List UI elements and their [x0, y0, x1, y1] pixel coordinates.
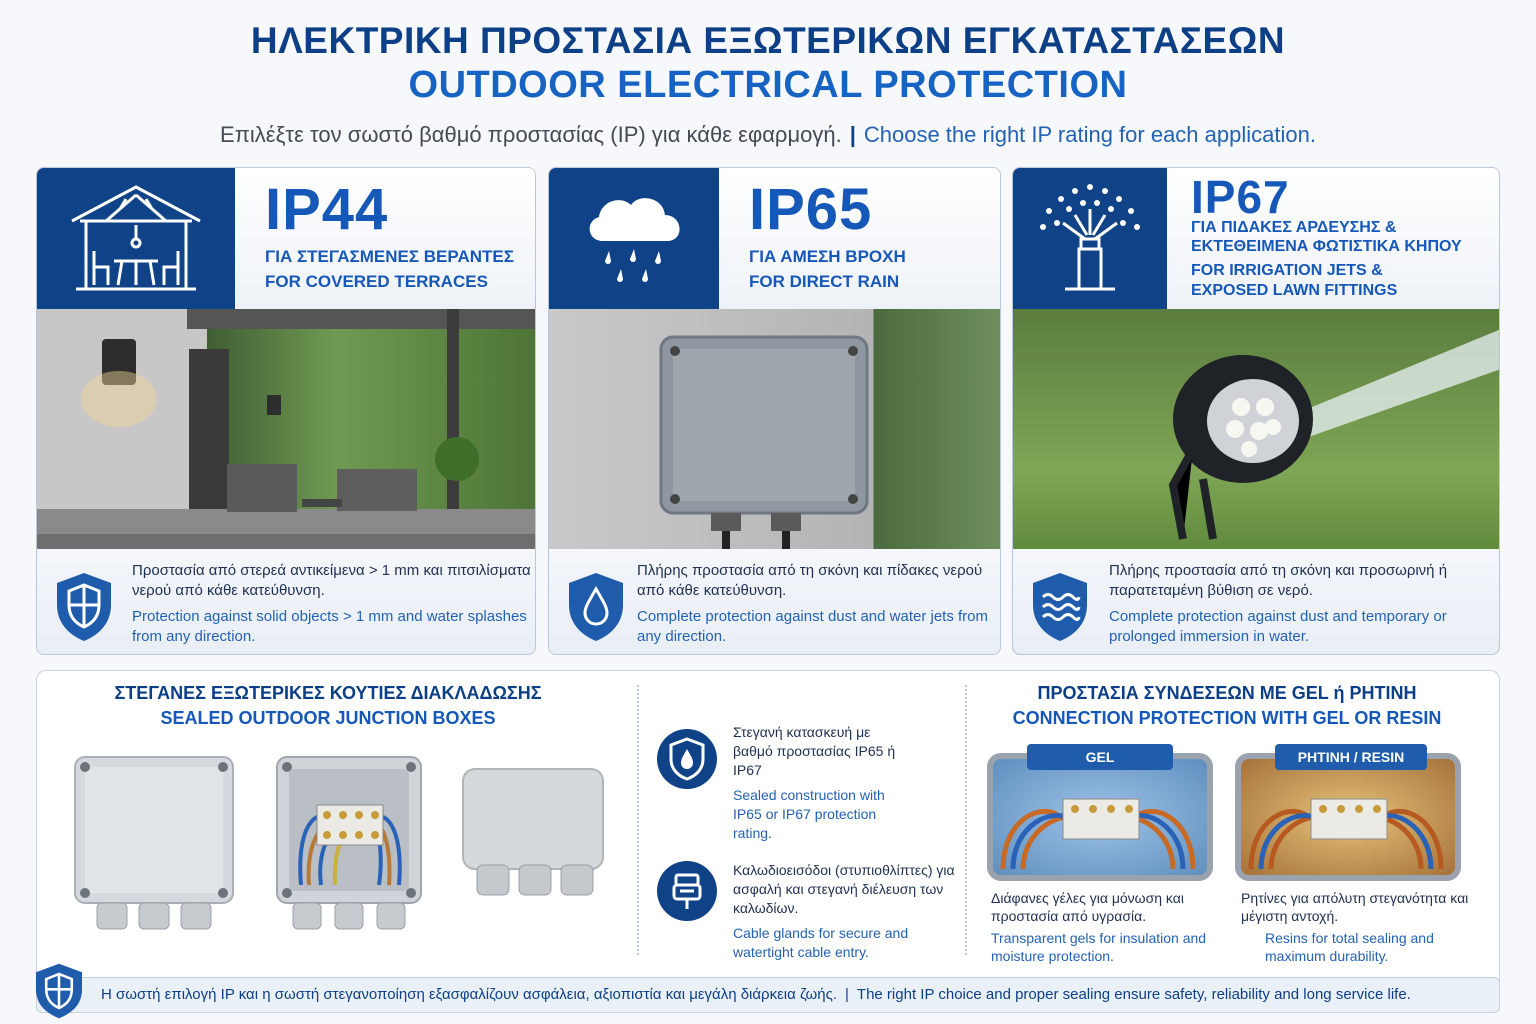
card-header	[1167, 168, 1499, 309]
page-title-greek: ΗΛΕΚΤΡΙΚΗ ΠΡΟΣΤΑΣΙΑ ΕΞΩΤΕΡΙΚΩΝ ΕΓΚΑΤΑΣΤΑΣΕΩΝ	[250, 20, 1286, 61]
resin-caption-english: Resins for total sealing and maximum durability.	[1265, 930, 1434, 964]
ip-rating: IP65	[749, 177, 873, 242]
heading-english: FOR IRRIGATION JETS & EXPOSED LAWN FITTINGS	[1191, 262, 1398, 299]
heading-greek: ΓΙΑ ΠΙΔΑΚΕΣ ΑΡΔΕΥΣΗΣ & ΕΚΤΕΘΕΙΜΕΝΑ ΦΩΤΙΣΤΙΚΑ ΚΗΠΟΥ	[1191, 219, 1462, 255]
resin-caption	[1241, 889, 1481, 965]
feature-sealed-construction	[733, 723, 903, 843]
feature-text-english: Sealed construction with IP65 or IP67 protection rating.	[733, 787, 885, 841]
card-ip44	[36, 167, 536, 655]
connection-heading	[977, 681, 1477, 731]
sealed-junction-box-image	[457, 765, 609, 910]
bottom-panel	[36, 670, 1500, 1010]
card-description	[37, 549, 535, 654]
water-waves-shield-icon	[1031, 571, 1089, 648]
closed-junction-box-image	[73, 755, 237, 940]
page-title-english: OUTDOOR ELECTRICAL PROTECTION	[408, 64, 1128, 106]
ip-rating: IP67	[1191, 171, 1290, 223]
subtitle-english: Choose the right IP rating for each application.	[863, 122, 1316, 147]
heading-english: FOR DIRECT RAIN	[749, 272, 900, 291]
description-text	[637, 561, 997, 647]
feature-text-greek: Καλωδιοεισόδοι (στυπιοθλίπτες) για ασφαλή και στεγανή διέλευση των καλωδίων.	[733, 862, 955, 916]
divider	[965, 685, 967, 955]
resin-box-image	[1235, 753, 1461, 881]
divider	[637, 685, 639, 955]
rain-cloud-icon	[549, 168, 719, 309]
open-junction-box-image	[275, 755, 425, 940]
footer-text-english: The right IP choice and proper sealing ensure safety, reliability and long service life.	[856, 986, 1411, 1003]
junction-heading-english: SEALED OUTDOOR JUNCTION BOXES	[160, 708, 496, 728]
feature-text-greek: Στεγανή κατασκευή με βαθμό προστασίας IP65 ή IP67	[733, 724, 896, 778]
shield-icon	[55, 571, 113, 648]
feature-text-english: Cable glands for secure and watertight cable entry.	[733, 925, 909, 960]
gel-box-image	[987, 753, 1213, 881]
gel-caption-english: Transparent gels for insulation and moisture protection.	[991, 930, 1207, 964]
card-ip67	[1012, 167, 1500, 655]
description-english: Complete protection against dust and temporary or prolonged immersion in water.	[1109, 608, 1447, 645]
card-description	[1013, 549, 1499, 654]
description-text	[132, 561, 532, 647]
description-greek: Πλήρης προστασία από τη σκόνη και προσωρινή ή παρατεταμένη βύθιση σε νερό.	[1109, 562, 1448, 599]
card-ip65	[548, 167, 1001, 655]
water-drop-shield-icon	[567, 571, 625, 648]
description-english: Complete protection against dust and water jets from any direction.	[637, 608, 989, 645]
heading-english: FOR COVERED TERRACES	[265, 272, 488, 291]
gel-caption	[991, 889, 1221, 965]
subtitle-greek: Επιλέξτε τον σωστό βαθμό προστασίας (IP) για κάθε εφαρμογή.	[220, 122, 842, 147]
junction-heading	[37, 681, 619, 731]
card-header	[235, 168, 535, 309]
description-text	[1109, 561, 1497, 647]
gel-tag: GEL	[1027, 744, 1173, 770]
description-greek: Πλήρης προστασία από τη σκόνη και πίδακες νερού από κάθε κατεύθυνση.	[637, 562, 983, 599]
resin-caption-greek: Ρητίνες για απόλυτη στεγανότητα και μέγιστη αντοχή.	[1241, 890, 1469, 924]
connection-heading-english: CONNECTION PROTECTION WITH GEL OR RESIN	[1012, 708, 1442, 728]
connection-heading-greek: ΠΡΟΣΤΑΣΙΑ ΣΥΝΔΕΣΕΩΝ ΜΕ GEL ή ΡΗΤΙΝΗ	[1037, 683, 1417, 703]
description-english: Protection against solid objects > 1 mm and water splashes from any direction.	[132, 608, 527, 645]
card-header	[719, 168, 1000, 309]
subtitle-separator: |	[849, 122, 856, 147]
ip-rating: IP44	[265, 177, 389, 242]
water-drop-shield-icon	[657, 729, 717, 789]
footer-banner	[36, 977, 1500, 1013]
house-terrace-icon	[37, 168, 235, 309]
shield-icon	[34, 962, 84, 1024]
gel-caption-greek: Διάφανες γέλες για μόνωση και προστασία από υγρασία.	[991, 890, 1184, 924]
feature-cable-glands	[733, 861, 963, 962]
heading-greek: ΓΙΑ ΣΤΕΓΑΣΜΕΝΕΣ ΒΕΡΑΝΤΕΣ	[265, 247, 514, 266]
heading-greek: ΓΙΑ ΑΜΕΣΗ ΒΡΟΧΗ	[749, 247, 906, 266]
footer-text-greek: Η σωστή επιλογή IP και η σωστή στεγανοποίηση εξασφαλίζουν ασφάλεια, αξιοπιστία και μεγάλη διάρκεια ζωής.	[101, 986, 838, 1003]
footer-separator: |	[845, 986, 849, 1003]
card-description	[549, 549, 1000, 654]
cable-gland-icon	[657, 861, 717, 921]
description-greek: Προστασία από στερεά αντικείμενα > 1 mm και πιτσιλίσματα νερού από κάθε κατεύθυνση.	[132, 562, 531, 599]
junction-heading-greek: ΣΤΕΓΑΝΕΣ ΕΞΩΤΕΡΙΚΕΣ ΚΟΥΤΙΕΣ ΔΙΑΚΛΑΔΩΣΗΣ	[114, 683, 542, 703]
resin-tag: ΡΗΤΙΝΗ / RESIN	[1275, 744, 1427, 770]
sprinkler-icon	[1013, 168, 1167, 309]
page-subtitle	[0, 122, 1536, 148]
